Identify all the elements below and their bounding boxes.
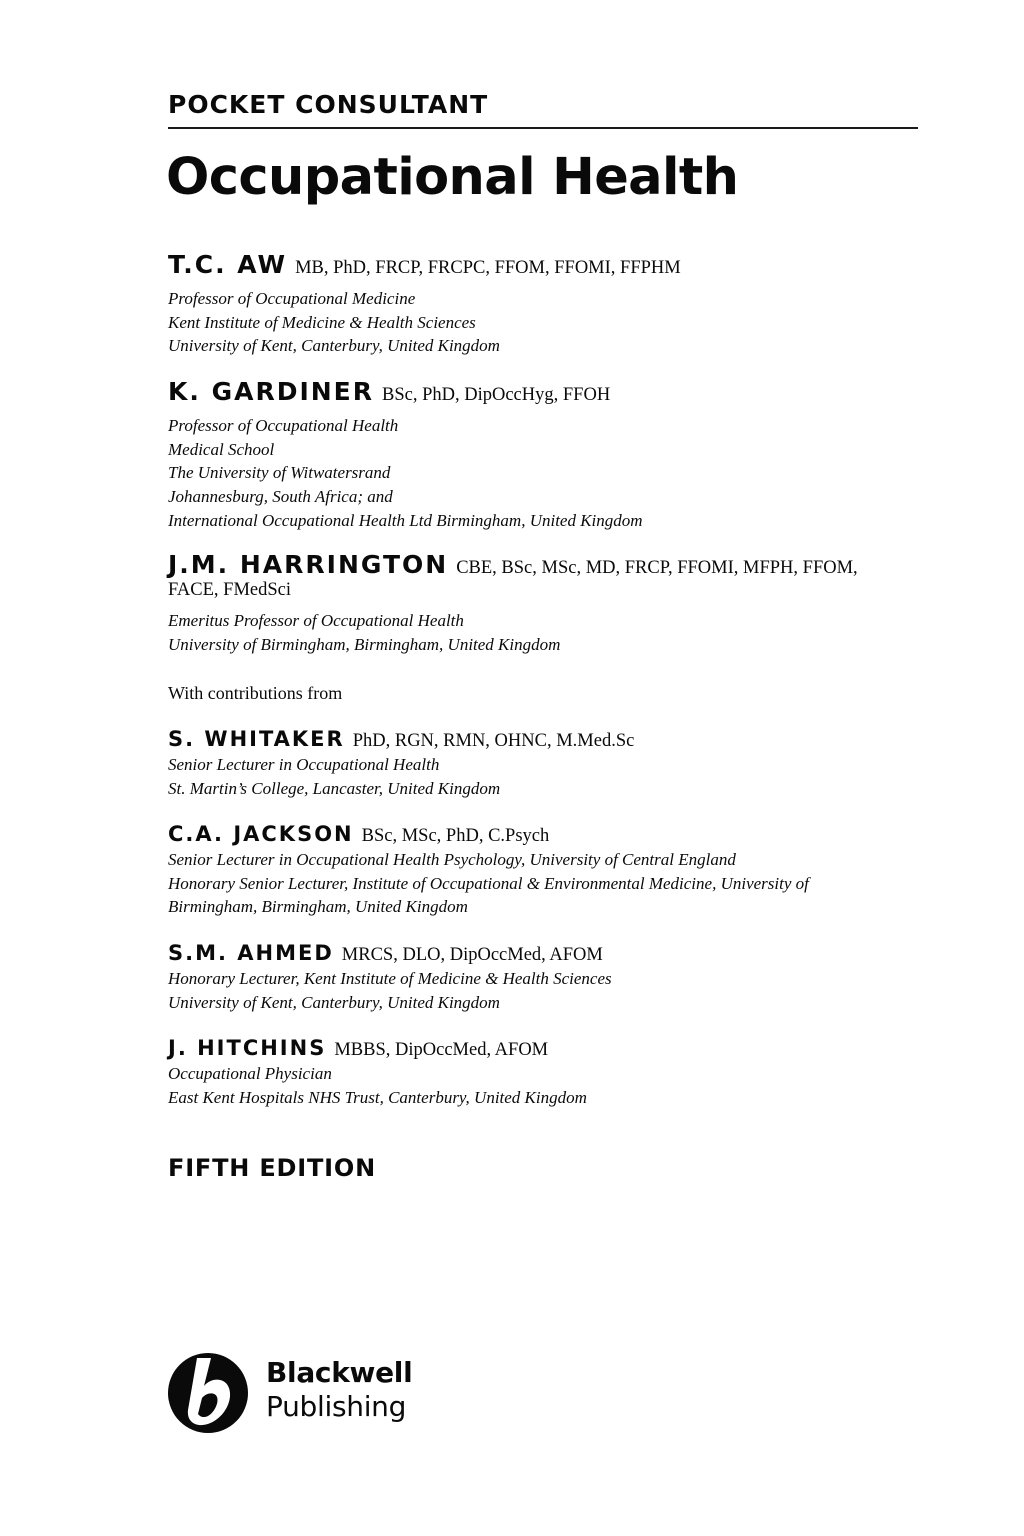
affiliation-line: Professor of Occupational Health bbox=[168, 416, 399, 435]
contributor-block bbox=[168, 727, 908, 800]
contributor-name: S. WHITAKER bbox=[168, 727, 345, 751]
author-qualifications: MB, PhD, FRCP, FRCPC, FFOM, FFOMI, FFPHM bbox=[295, 258, 681, 278]
author-name: K. GARDINER bbox=[168, 377, 374, 406]
affiliation-line: Senior Lecturer in Occupational Health bbox=[168, 755, 440, 774]
affiliation-line: The University of Witwatersrand bbox=[168, 463, 391, 483]
contributor-qualifications: BSc, MSc, PhD, C.Psych bbox=[361, 826, 550, 846]
affiliation-line: St. Martin’s College, Lancaster, United Kingdom bbox=[168, 778, 501, 798]
affiliation-line: Medical School bbox=[168, 439, 275, 459]
contributor-block bbox=[168, 941, 908, 1014]
contributions-note: With contributions from bbox=[168, 683, 343, 703]
affiliation-line: Kent Institute of Medicine & Health Sciences bbox=[168, 312, 476, 332]
affiliation-line: Emeritus Professor of Occupational Health bbox=[168, 611, 464, 630]
author-qualifications: CBE, BSc, MSc, MD, FRCP, FFOMI, MFPH, FFOM, bbox=[456, 558, 858, 578]
contributor-block bbox=[168, 822, 908, 919]
contributor-name: S.M. AHMED bbox=[168, 941, 334, 965]
publisher-name bbox=[266, 1356, 412, 1424]
author-name: T.C. AW bbox=[168, 250, 288, 279]
contributor-qualifications: PhD, RGN, RMN, OHNC, M.Med.Sc bbox=[352, 731, 635, 751]
affiliation-line: East Kent Hospitals NHS Trust, Canterbury, United Kingdom bbox=[168, 1087, 587, 1107]
edition-label: FIFTH EDITION bbox=[168, 1154, 376, 1182]
contributor-name: C.A. JACKSON bbox=[168, 822, 354, 846]
affiliation-line: Honorary Senior Lecturer, Institute of Occupational & Environmental Medicine, University of bbox=[168, 873, 809, 893]
affiliation-line: University of Birmingham, Birmingham, United Kingdom bbox=[168, 634, 561, 654]
author-block bbox=[168, 377, 908, 533]
affiliation-line: Johannesburg, South Africa; and bbox=[168, 487, 393, 507]
author-block bbox=[168, 550, 908, 656]
affiliation-line: Occupational Physician bbox=[168, 1064, 332, 1083]
affiliation-line: Birmingham, Birmingham, United Kingdom bbox=[168, 897, 468, 917]
header-rule bbox=[168, 127, 918, 129]
publisher-name-line1: Blackwell bbox=[266, 1356, 413, 1389]
author-name: J.M. HARRINGTON bbox=[168, 550, 449, 579]
affiliation-line: Honorary Lecturer, Kent Institute of Medicine & Health Sciences bbox=[168, 969, 612, 988]
affiliation-line: Professor of Occupational Medicine bbox=[168, 289, 416, 308]
author-qualifications: BSc, PhD, DipOccHyg, FFOH bbox=[382, 385, 611, 405]
contributor-qualifications: MRCS, DLO, DipOccMed, AFOM bbox=[341, 945, 603, 965]
contributor-qualifications: MBBS, DipOccMed, AFOM bbox=[334, 1040, 549, 1060]
author-qualifications-continued: FACE, FMedSci bbox=[168, 580, 292, 600]
blackwell-b-logo-icon bbox=[167, 1352, 249, 1434]
publisher-name-line2: Publishing bbox=[266, 1390, 407, 1423]
book-title: Occupational Health bbox=[166, 148, 739, 207]
affiliation-line: Senior Lecturer in Occupational Health Psychology, University of Central England bbox=[168, 850, 736, 869]
series-name: POCKET CONSULTANT bbox=[168, 90, 489, 119]
contributor-block bbox=[168, 1036, 908, 1109]
affiliation-line: University of Kent, Canterbury, United Kingdom bbox=[168, 336, 500, 356]
affiliation-line: International Occupational Health Ltd Birmingham, United Kingdom bbox=[168, 510, 643, 530]
affiliation-line: University of Kent, Canterbury, United Kingdom bbox=[168, 992, 500, 1012]
author-block bbox=[168, 250, 908, 358]
contributor-name: J. HITCHINS bbox=[168, 1036, 327, 1060]
